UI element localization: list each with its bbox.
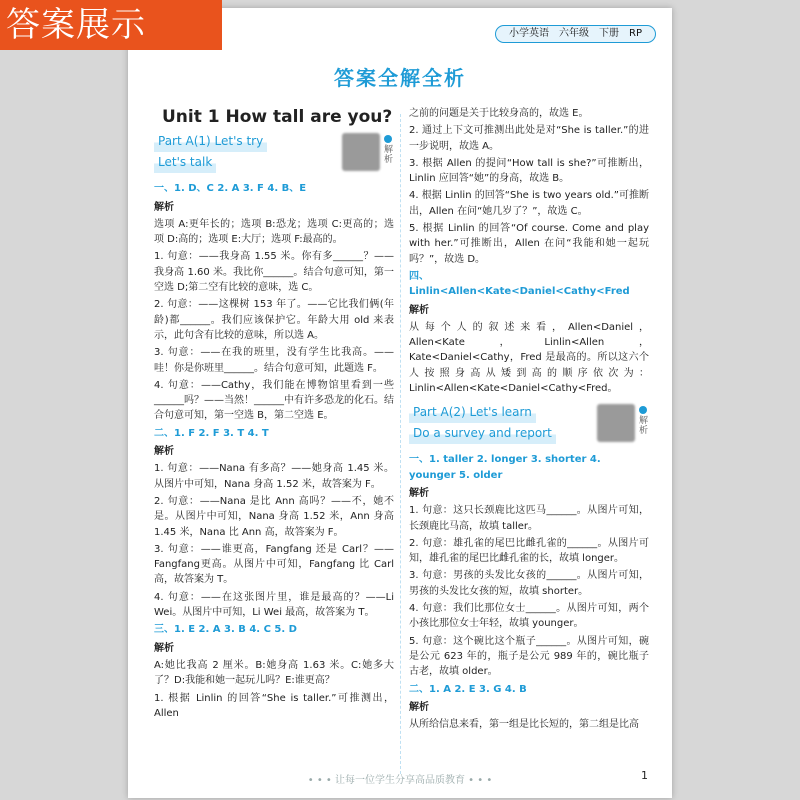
analysis-label: 解析 <box>154 446 174 458</box>
analysis-text: 从每个人的叙述来看，Allen<Daniel，Allen<Kate，Linlin<Allen，Kate<Daniel<Cathy，Fred 是最高的。所以这六个人按照身高从矮到高的顺序依次为：Linlin<Allen<Kate<Daniel<Cathy<Fred。 <box>409 321 649 395</box>
answer-page <box>128 8 672 798</box>
analysis-text: 3. 根据 Allen 的提问“How tall is she?”可推断出，Linlin 应回答“她”的身高，故选 B。 <box>409 157 649 185</box>
analysis-text: 选项 A:更年长的；选项 B:恐龙；选项 C:更高的；选项 D:高的；选项 E:大厅；选项 F:最高的。 <box>154 218 394 246</box>
analysis-text: 2. 句意：雄孔雀的尾巴比雌孔雀的______。从图片可知，雄孔雀的尾巴比雌孔雀的长，故填 longer。 <box>409 537 649 565</box>
answer-line: 二、1. A 2. E 3. G 4. B <box>409 683 527 695</box>
analysis-text: 5. 根据 Linlin 的回答“Of course. Come and play with her.”可推断出，Allen 在问“我能和她一起玩吗？”，故选 D。 <box>409 223 649 265</box>
part-a1-heading <box>154 131 394 177</box>
right-column <box>409 106 649 734</box>
qr-code-blurred <box>342 133 380 171</box>
grade-label: 六年级 <box>559 28 590 39</box>
qr-code-blurred <box>597 404 635 442</box>
analysis-text: 3. 句意：男孩的头发比女孩的______。从图片可知，男孩的头发比女孩的短，故填 shorter。 <box>409 570 649 597</box>
column-divider <box>400 114 401 774</box>
analysis-text: 1. 根据 Linlin 的回答“She is taller.”可推测出，Allen <box>154 692 394 719</box>
analysis-text: 3. 句意：——在我的班里，没有学生比我高。——哇！你是你班里______。结合句意可知，此题选 F。 <box>154 347 394 374</box>
unit-title: Unit 1 How tall are you? <box>162 107 393 127</box>
part-a2-line2: Do a survey and report <box>409 423 556 444</box>
analysis-text: 4. 句意：我们比那位女士______。从图片可知，两个小孩比那位女士年轻，故填 younger。 <box>409 603 649 630</box>
page-footer: • • • 让每一位学生分享高品质教育 • • • <box>307 775 493 786</box>
answer-line: 四、Linlin<Allen<Kate<Daniel<Cathy<Fred <box>409 270 630 298</box>
left-column <box>154 106 394 723</box>
subject-label: 小学英语 <box>509 28 550 39</box>
analysis-text: 4. 句意：——Cathy，我们能在博物馆里看到一些______吗？——当然！______中有许多恐龙的化石。结合句意可知，第一空选 B，第二空选 E。 <box>154 379 394 422</box>
edition-label: RP <box>629 28 642 39</box>
preview-banner: 答案展示 <box>0 0 222 50</box>
part-a1-line1: Part A(1) Let's try <box>154 131 267 152</box>
analysis-text: 5. 句意：这个碗比这个瓶子______。从图片可知，碗是公元 623 年的，瓶子是公元 989 年的，碗比瓶子古老，故填 older。 <box>409 635 649 678</box>
play-icon <box>639 406 647 414</box>
analysis-text: A:她比我高 2 厘米。B:她身高 1.63 米。C:她多大了？D:我能和她一起玩儿吗？E:谁更高？ <box>154 659 394 687</box>
part-a2-line1: Part A(2) Let's learn <box>409 402 536 423</box>
play-icon <box>384 135 392 143</box>
answer-line: 三、1. E 2. A 3. B 4. C 5. D <box>154 624 297 636</box>
page-title: 答案全解全析 <box>334 66 466 90</box>
analysis-text: 1. 句意：这只长颈鹿比这匹马______。从图片可知，长颈鹿比马高，故填 taller。 <box>409 505 649 532</box>
analysis-text: 2. 句意：——这棵树 153 年了。——它比我们俩(年龄)都______。我们应该保护它。年龄大用 old 来表示，此句含有比较的意味，所以选 A。 <box>154 299 394 341</box>
analysis-label: 解析 <box>409 487 429 499</box>
analysis-label: 解析 <box>154 201 174 213</box>
analysis-text: 4. 根据 Linlin 的回答“She is two years old.”可推断出，Allen 在问“她几岁了？”，故选 C。 <box>409 190 649 217</box>
jiexi-vertical-label: 解析 <box>384 145 394 166</box>
analysis-text: 4. 句意：——在这张图片里，谁是最高的？——Li Wei。从图片中可知，Li Wei 最高，故答案为 T。 <box>154 591 394 619</box>
part-a2-heading <box>409 402 649 448</box>
answer-line: 二、1. F 2. F 3. T 4. T <box>154 427 269 439</box>
analysis-label: 解析 <box>154 642 174 654</box>
part-a1-line2: Let's talk <box>154 152 216 173</box>
analysis-text: 2. 句意：——Nana 是比 Ann 高吗？——不，她不是。从图片中可知，Nana 身高 1.52 米，Ann 身高 1.45 米，Nana 比 Ann 高，故答案为 F。 <box>154 495 394 538</box>
analysis-text: 之前的问题是关于比较身高的，故选 E。 <box>409 108 589 119</box>
analysis-label: 解析 <box>409 701 429 713</box>
analysis-text: 1. 句意：——我身高 1.55 米。你有多______？——我身高 1.60 米。我比你______。结合句意可知，第一空选 D;第二空有比较的意味，选 C。 <box>154 251 394 294</box>
analysis-text: 1. 句意：——Nana 有多高？——她身高 1.45 米。从图片中可知，Nana 身高 1.52 米，故答案为 F。 <box>154 463 394 490</box>
answer-line: 一、1. D、C 2. A 3. F 4. B、E <box>154 183 307 195</box>
jiexi-vertical-label: 解析 <box>639 416 649 437</box>
analysis-label: 解析 <box>409 304 429 316</box>
answer-line: 一、1. taller 2. longer 3. shorter 4. younger 5. older <box>409 454 601 481</box>
book-tag <box>495 25 656 43</box>
page-number: 1 <box>641 769 648 782</box>
analysis-text: 从所给信息来看，第一组是比长短的，第二组是比高 <box>409 719 639 731</box>
term-label: 下册 <box>599 28 620 39</box>
analysis-text: 3. 句意：——谁更高，Fangfang 还是 Carl？——Fangfang更高。从图片中可知，Fangfang 比 Carl 高，故答案为 T。 <box>154 543 394 586</box>
analysis-text: 2. 通过上下文可推测出此处是对“She is taller.”的进一步说明，故选 A。 <box>409 125 649 152</box>
